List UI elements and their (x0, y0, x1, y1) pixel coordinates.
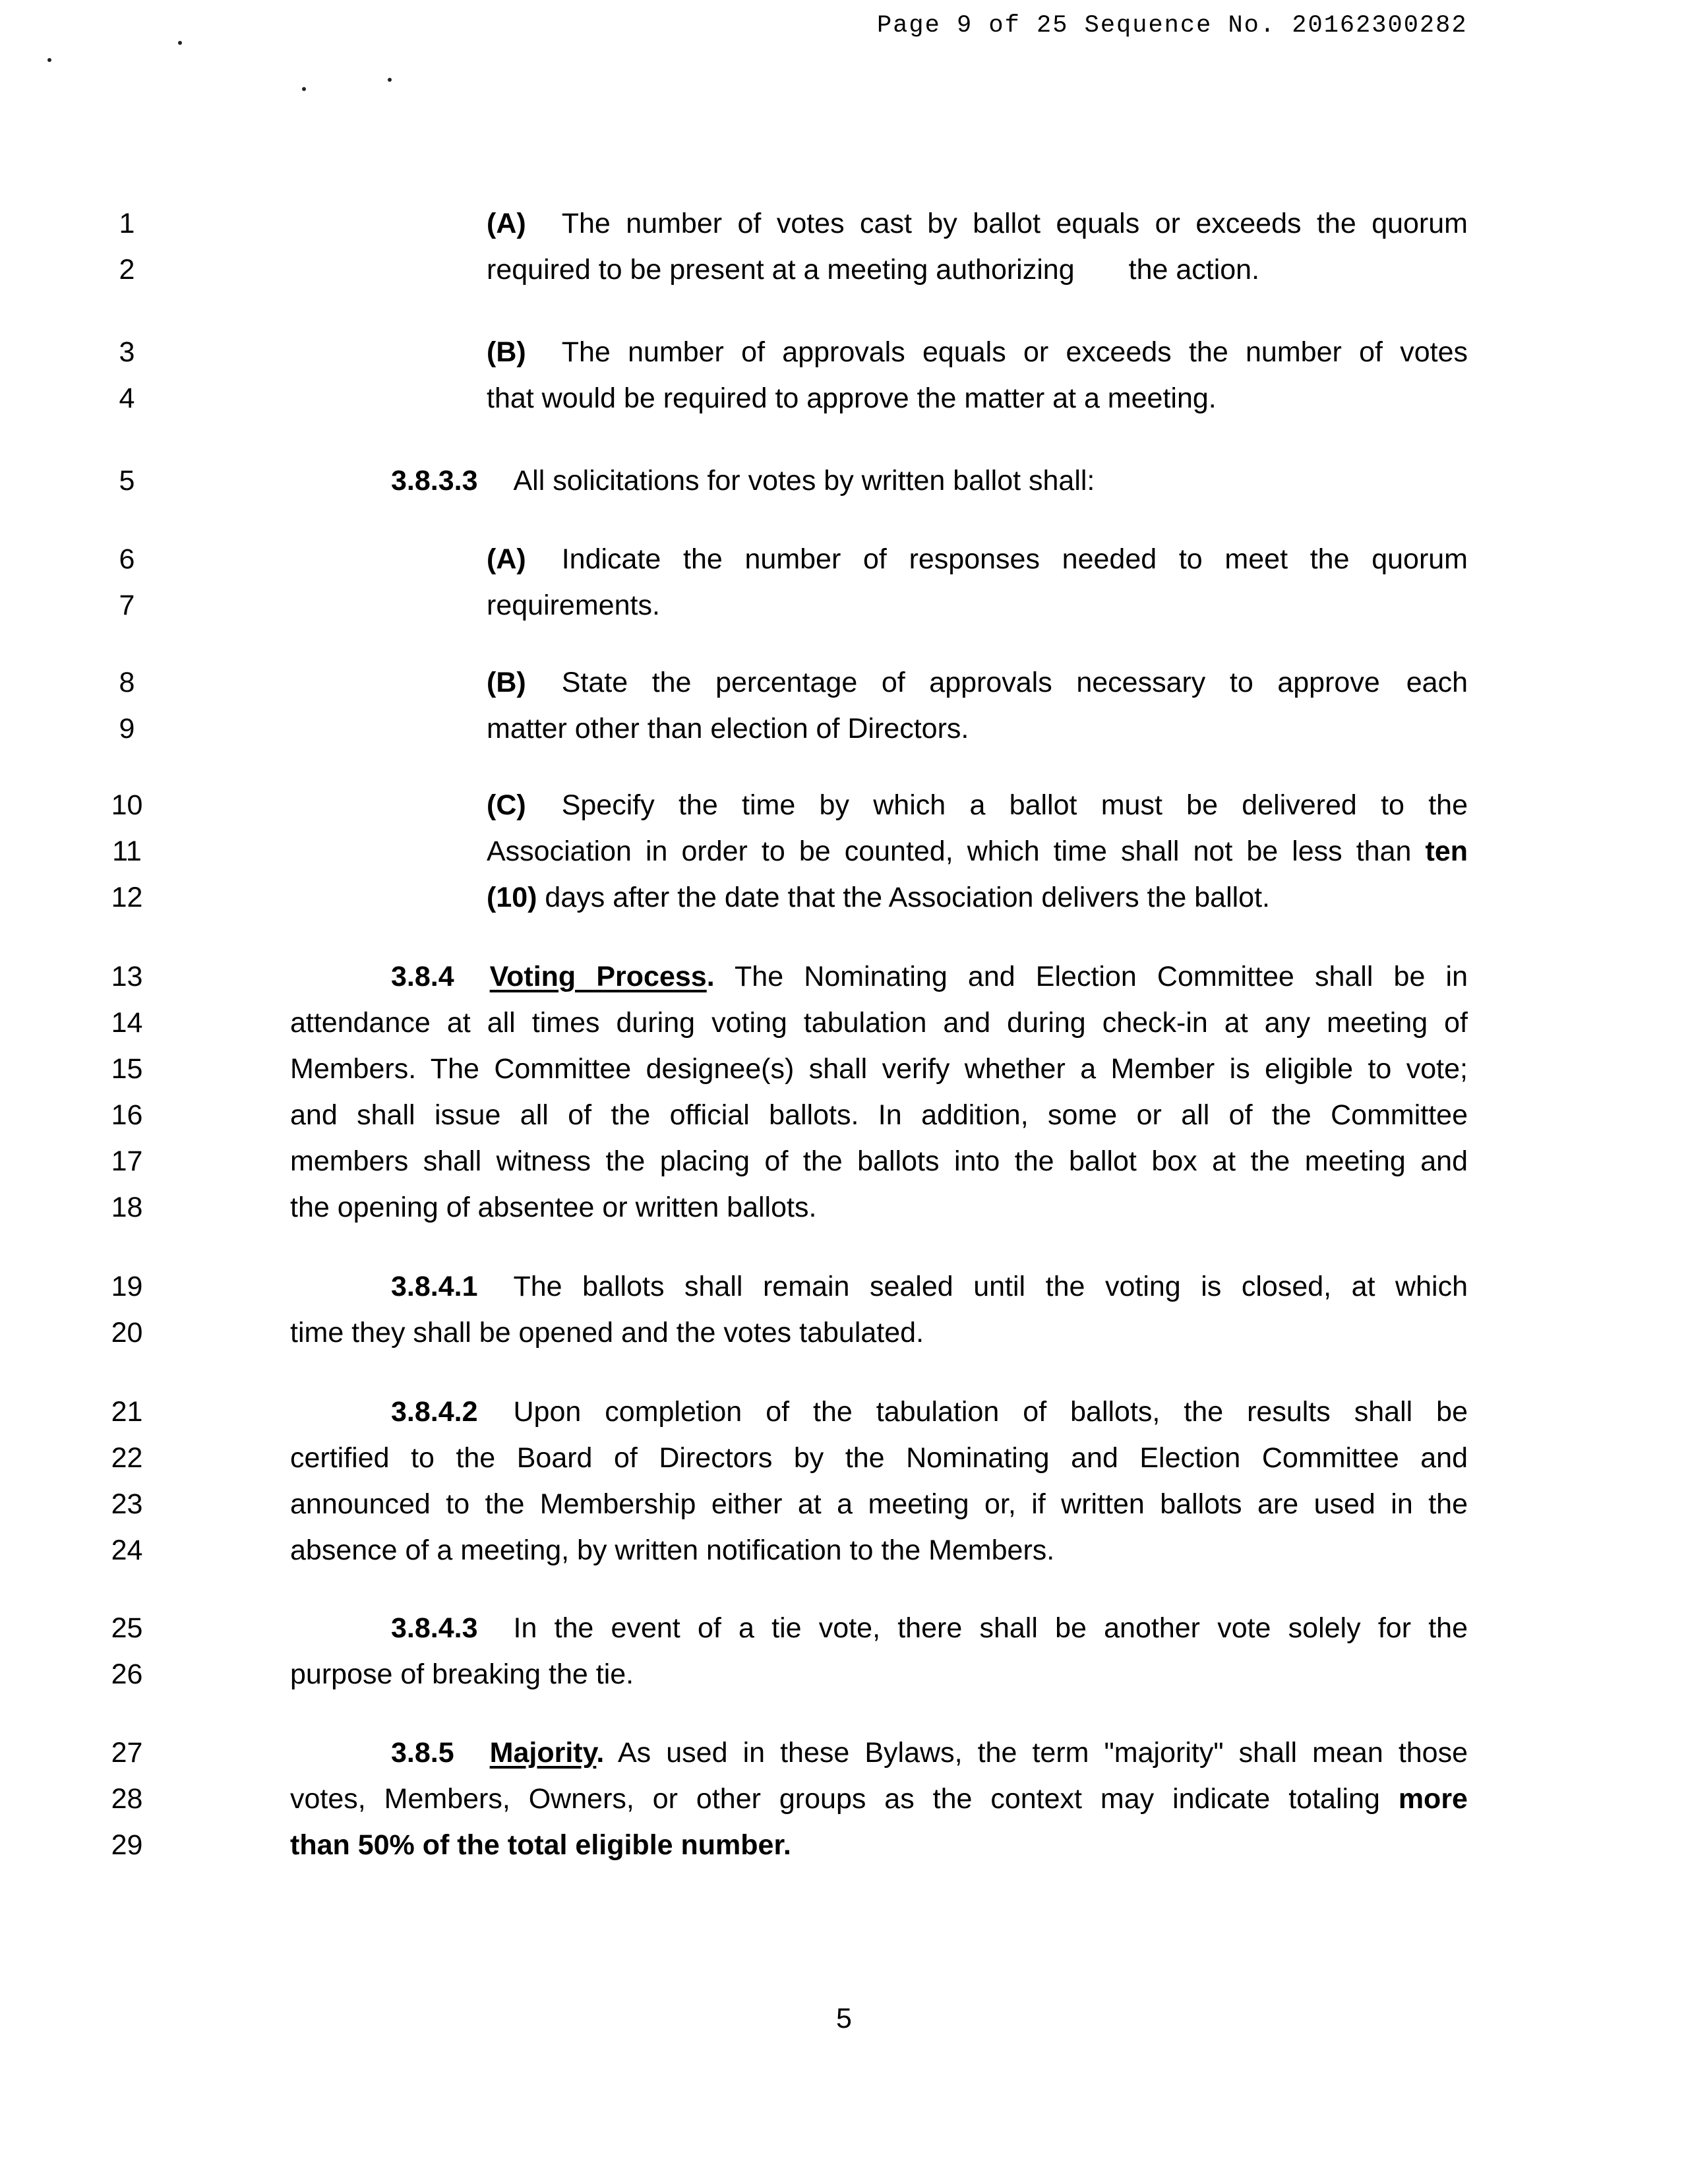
line-number: 23 (111, 1488, 143, 1520)
line-number: 25 (111, 1612, 143, 1644)
section-3841-line1: 3.8.4.1 The ballots shall remain sealed until the voting is closed, at which (391, 1271, 1468, 1302)
line-number: 6 (119, 543, 135, 575)
line-number: 29 (111, 1829, 143, 1861)
section-384-line1: 3.8.4 Voting Process. The Nominating and Election Committee shall be in (391, 961, 1468, 992)
clause-c2-line3: (10) days after the date that the Association delivers the ballot. (487, 882, 1270, 913)
line-number: 4 (119, 382, 135, 414)
line-number: 13 (111, 961, 143, 992)
section-3841-line2: time they shall be opened and the votes tabulated. (290, 1317, 924, 1349)
clause-c2-line2: Association in order to be counted, which time shall not be less than ten (487, 835, 1468, 867)
clause-b1-line2: that would be required to approve the matter at a meeting. (487, 382, 1217, 414)
section-3833: 3.8.3.3 All solicitations for votes by written ballot shall: (391, 465, 1095, 497)
section-3843-line2: purpose of breaking the tie. (290, 1658, 634, 1690)
line-number: 21 (111, 1396, 143, 1428)
line-number: 16 (111, 1099, 143, 1131)
line-number: 19 (111, 1271, 143, 1302)
section-3842-line2: certified to the Board of Directors by the Nominating and Election Committee and (290, 1442, 1468, 1474)
line-number: 14 (111, 1007, 143, 1039)
line-number: 20 (111, 1317, 143, 1349)
clause-a1-line1: (A) The number of votes cast by ballot equals or exceeds the quorum (487, 208, 1468, 239)
scan-speck (47, 58, 51, 62)
line-number: 24 (111, 1534, 143, 1566)
clause-b2-line1: (B) State the percentage of approvals necessary to approve each (487, 667, 1468, 698)
page-header: Page 9 of 25 Sequence No. 20162300282 (877, 12, 1468, 40)
line-number: 7 (119, 590, 135, 621)
clause-b2-line2: matter other than election of Directors. (487, 713, 969, 744)
line-number: 10 (111, 789, 143, 821)
scan-speck (302, 87, 306, 91)
line-number: 11 (112, 835, 142, 867)
section-384-line3: Members. The Committee designee(s) shall verify whether a Member is eligible to vote; (290, 1053, 1468, 1085)
line-number: 1 (119, 208, 135, 239)
line-number: 9 (119, 713, 135, 744)
clause-b1-line1: (B) The number of approvals equals or exceeds the number of votes (487, 336, 1468, 368)
clause-a2-line1: (A) Indicate the number of responses needed to meet the quorum (487, 543, 1468, 575)
line-number: 15 (111, 1053, 143, 1085)
line-number: 18 (111, 1192, 143, 1223)
line-number: 28 (111, 1783, 143, 1815)
section-3843-line1: 3.8.4.3 In the event of a tie vote, there shall be another vote solely for the (391, 1612, 1468, 1644)
section-384-line6: the opening of absentee or written ballots. (290, 1192, 817, 1223)
line-number: 22 (111, 1442, 143, 1474)
section-385-line2: votes, Members, Owners, or other groups as the context may indicate totaling more (290, 1783, 1468, 1815)
line-number: 2 (119, 254, 135, 286)
section-384-line5: members shall witness the placing of the ballots into the ballot box at the meeting and (290, 1145, 1468, 1177)
line-number: 3 (119, 336, 135, 368)
section-385-line1: 3.8.5 Majority. As used in these Bylaws, the term "majority" shall mean those (391, 1737, 1468, 1769)
line-number: 27 (111, 1737, 143, 1769)
line-number: 17 (111, 1145, 143, 1177)
line-number: 26 (111, 1658, 143, 1690)
page-number: 5 (836, 2003, 852, 2034)
scan-speck (388, 78, 392, 82)
line-number: 5 (119, 465, 135, 497)
line-number: 8 (119, 667, 135, 698)
clause-a2-line2: requirements. (487, 590, 660, 621)
clause-a1-line2: required to be present at a meeting authorizing the action. (487, 254, 1260, 286)
section-384-line4: and shall issue all of the official ballots. In addition, some or all of the Committee (290, 1099, 1468, 1131)
clause-c2-line1: (C) Specify the time by which a ballot must be delivered to the (487, 789, 1468, 821)
section-3842-line4: absence of a meeting, by written notification to the Members. (290, 1534, 1055, 1566)
section-384-line2: attendance at all times during voting tabulation and during check-in at any meeting of (290, 1007, 1468, 1039)
section-385-line3: than 50% of the total eligible number. (290, 1829, 791, 1861)
line-number: 12 (111, 882, 143, 913)
section-3842-line3: announced to the Membership either at a meeting or, if written ballots are used in the (290, 1488, 1468, 1520)
section-3842-line1: 3.8.4.2 Upon completion of the tabulation of ballots, the results shall be (391, 1396, 1468, 1428)
scan-speck (178, 41, 182, 45)
